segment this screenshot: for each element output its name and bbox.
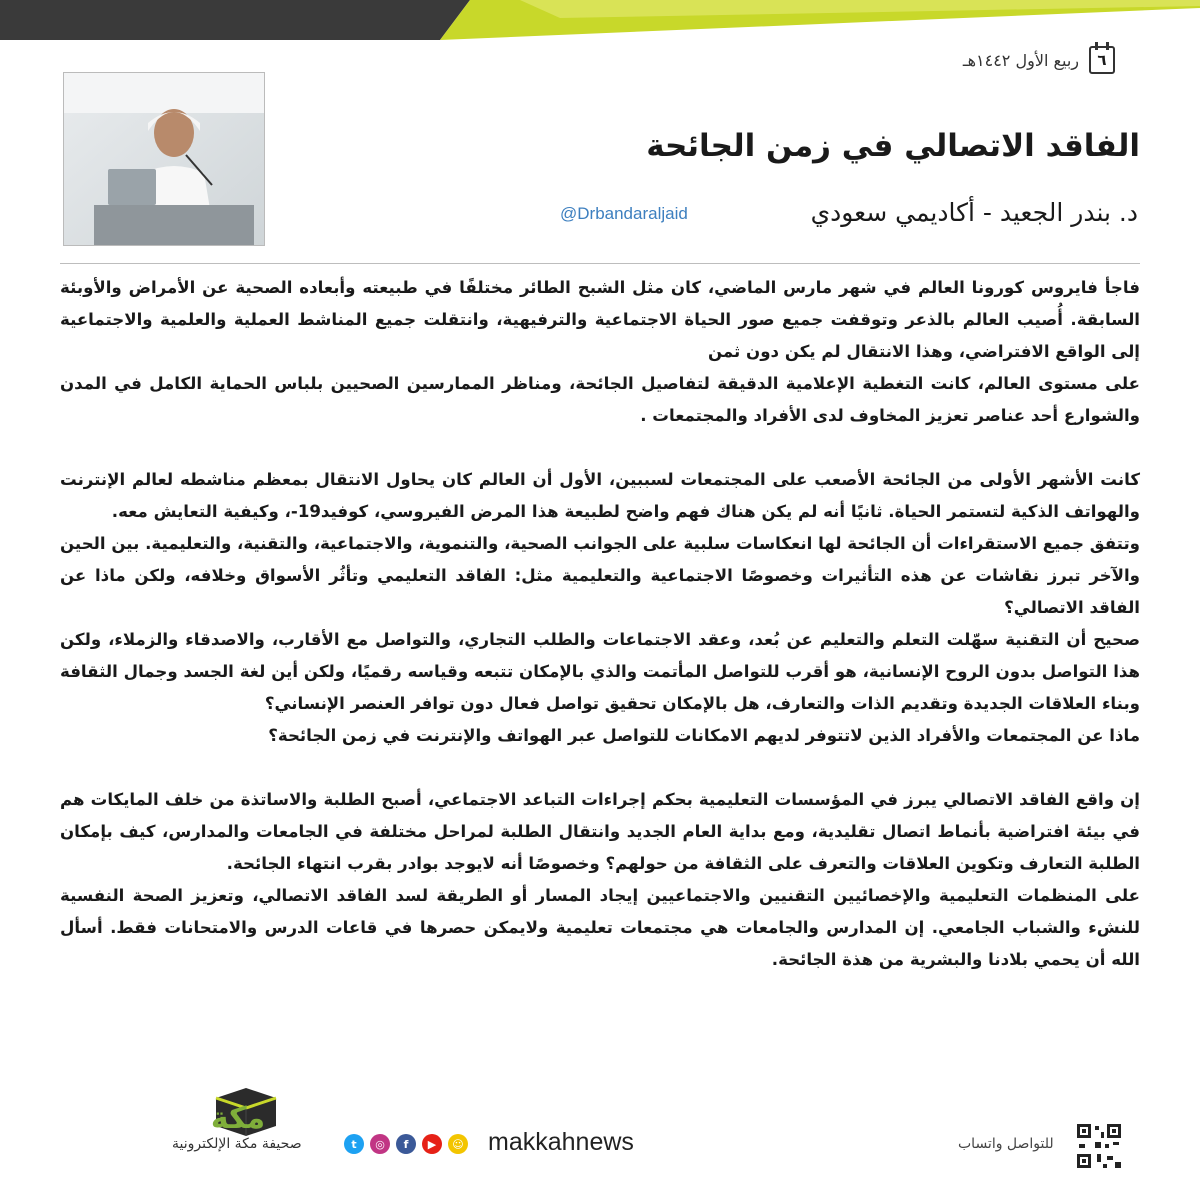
date-row xyxy=(963,46,1115,74)
youtube-icon[interactable]: ▶ xyxy=(422,1134,442,1154)
twitter-handle-link[interactable]: @Drbandaraljaid xyxy=(560,204,688,223)
paragraph-gap xyxy=(60,432,1140,464)
author-photo xyxy=(63,72,265,246)
instagram-icon[interactable]: ◎ xyxy=(370,1134,390,1154)
article-body xyxy=(60,272,1140,976)
paragraph-gap xyxy=(60,752,1140,784)
author-line: د. بندر الجعيد - أكاديمي سعودي xyxy=(810,198,1138,227)
date-text: ربيع الأول ١٤٤٢هـ xyxy=(962,50,1079,70)
makkah-logo xyxy=(176,1082,301,1172)
qr-code-icon[interactable] xyxy=(1075,1122,1123,1170)
paragraph: على المنظمات التعليمية والإخصائيين التقنيين والاجتماعيين إيجاد المسار أو الطريقة لسد الفاقد الاتصالي، وتعزيز الصحة النفسية للنشء والشباب الجامعي. إن المدارس والجامعات هي مجتمعات تعليمية ولايمكن حصرها في قاعات الدرس والامتحانات فقط. أسأل الله أن يحمي بلادنا والبشرية من هذة الجائحة. xyxy=(60,886,1140,969)
calendar-icon xyxy=(1089,46,1115,74)
newspaper-name: صحيفة مكة الإلكترونية xyxy=(172,1136,302,1152)
whatsapp-label: للتواصل واتساب xyxy=(958,1136,1054,1152)
paragraph: وتتفق جميع الاستقراءات أن الجائحة لها انعكاسات سلبية على الجوانب الصحية، والتنموية، والاجتماعية، والتقنية، والتعليمية. بين الحين والآخر تبرز نقاشات عن هذه التأثيرات وخصوصًا الاجتماعية والتعليمية مثل: الفاقد التعليمي وتأثُر الأسواق وخلافه، ولكن ماذا عن الفاقد الاتصالي؟ xyxy=(60,534,1140,617)
facebook-icon[interactable]: f xyxy=(396,1134,416,1154)
paragraph: إن واقع الفاقد الاتصالي يبرز في المؤسسات التعليمية بحكم إجراءات التباعد الاجتماعي، أصبح الطلبة والاساتذة من خلف المايكات هم في بيئة افتراضية بأنماط اتصال تقليدية، ومع بداية العام الجديد وانتقال الطلبة لمراحل مختلفة في الجامعات والمدارس، كيف بإمكان الطلبة التعارف وتكوين العلاقات والتعرف على الثقافة من حولهم؟ وخصوصًا أنه لايوجد بوادر بقرب انتهاء الجائحة. xyxy=(60,790,1140,873)
paragraph: كانت الأشهر الأولى من الجائحة الأصعب على المجتمعات لسببين، الأول أن العالم كان يحاول الانتقال بمعظم مناشطه لعالم الإنترنت والهواتف الذكية لتستمر الحياة. ثانيًا أنه لم يكن هناك فهم واضح لطبيعة هذا المرض الفيروسي، كوفيد19-، وكيفية التعايش معه. xyxy=(60,470,1140,521)
paragraph: فاجأ فايروس كورونا العالم في شهر مارس الماضي، كان مثل الشبح الطائر مختلفًا في طبيعته وأبعاده الصحية عن الأمراض والأوبئة السابقة. أُصيب العالم بالذعر وتوقفت جميع صور الحياة الاجتماعية والترفيهية، وانتقلت جميع المناشط العملية والعلمية والاجتماعية إلى الواقع الافتراضي، وهذا الانتقال لم يكن دون ثمن xyxy=(60,278,1140,361)
date-day: ٦ xyxy=(1097,51,1107,69)
logo-text: مكة xyxy=(210,1101,266,1136)
header-divider xyxy=(60,263,1140,264)
snapchat-icon[interactable]: ☺ xyxy=(448,1134,468,1154)
twitter-icon[interactable]: t xyxy=(344,1134,364,1154)
paragraph: على مستوى العالم، كانت التغطية الإعلامية الدقيقة لتفاصيل الجائحة، ومناظر الممارسين الصحيين بلباس الحماية الكامل في المدن والشوارع أحد عناصر تعزيز المخاوف لدى الأفراد والمجتمعات . xyxy=(60,374,1140,425)
article-title: الفاقد الاتصالي في زمن الجائحة xyxy=(646,128,1140,164)
brand-handle[interactable]: makkahnews xyxy=(488,1128,634,1156)
social-icons xyxy=(344,1134,468,1154)
top-accent-band xyxy=(0,0,1200,40)
paragraph: صحيح أن التقنية سهّلت التعلم والتعليم عن بُعد، وعقد الاجتماعات والطلب التجاري، والتواصل مع الأقارب، والاصدقاء والزملاء، ولكن هذا التواصل بدون الروح الإنسانية، هو أقرب للتواصل المأتمت والذي بالإمكان تتبعه وقياسه رقميًا، ولكن أين لغة الجسد وجمال الثقافة وبناء العلاقات الجديدة وتقديم الذات والتعارف، هل بالإمكان تحقيق تواصل فعال دون توافر العنصر الإنساني؟ xyxy=(60,630,1140,713)
paragraph: ماذا عن المجتمعات والأفراد الذين لاتتوفر لديهم الامكانات للتواصل عبر الهواتف والإنترنت في زمن الجائحة؟ xyxy=(268,726,1140,745)
